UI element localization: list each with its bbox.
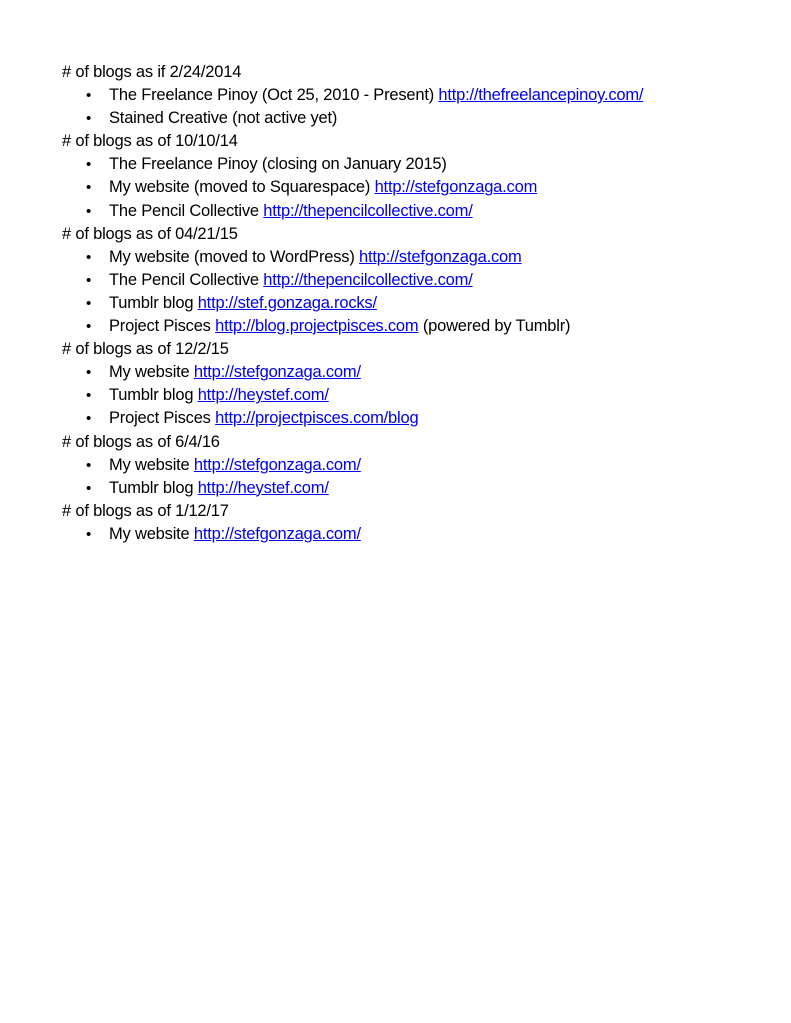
bullet-icon: • [86, 479, 92, 497]
blog-link[interactable]: http://stefgonzaga.com/ [193, 524, 361, 543]
blog-list [62, 523, 762, 546]
blog-link[interactable]: http://thepencilcollective.com/ [263, 201, 473, 220]
item-label: The Freelance Pinoy (closing on January 2015) [109, 155, 447, 174]
list-item [62, 292, 762, 315]
bullet-icon: • [86, 156, 92, 174]
item-suffix: (powered by Tumblr) [418, 317, 571, 336]
bullet-icon: • [86, 318, 92, 336]
section-heading: # of blogs as of 1/12/17 [62, 501, 229, 520]
list-item [62, 107, 762, 130]
item-label: My website (moved to Squarespace) [109, 178, 375, 197]
section-heading: # of blogs as of 04/21/15 [62, 224, 238, 243]
bullet-icon: • [86, 87, 92, 105]
list-item [62, 407, 762, 430]
bullet-icon: • [86, 525, 92, 543]
blog-link[interactable]: http://stefgonzaga.com/ [193, 363, 361, 382]
item-label: Project Pisces [109, 409, 216, 428]
blog-link[interactable]: http://heystef.com/ [197, 386, 329, 405]
bullet-icon: • [86, 179, 92, 197]
section-heading: # of blogs as of 10/10/14 [62, 132, 238, 151]
blog-link[interactable]: http://blog.projectpisces.com [215, 317, 419, 336]
item-label: Project Pisces [109, 317, 216, 336]
item-label: Stained Creative (not active yet) [109, 109, 338, 128]
bullet-icon: • [86, 248, 92, 266]
list-item [62, 477, 762, 500]
bullet-icon: • [86, 110, 92, 128]
list-item [62, 315, 762, 338]
item-label: The Freelance Pinoy (Oct 25, 2010 - Present) [109, 86, 439, 105]
bullet-icon: • [86, 271, 92, 289]
blog-link[interactable]: http://stef.gonzaga.rocks/ [197, 293, 377, 312]
section-heading: # of blogs as if 2/24/2014 [62, 63, 242, 81]
list-item [62, 384, 762, 407]
section-heading: # of blogs as of 6/4/16 [62, 432, 220, 451]
blog-list [62, 361, 762, 430]
section-heading: # of blogs as of 12/2/15 [62, 340, 229, 359]
item-label: My website [109, 455, 194, 474]
item-label: Tumblr blog [109, 293, 198, 312]
blog-list [62, 454, 762, 500]
document-body [62, 61, 762, 546]
list-item [62, 269, 762, 292]
blog-link[interactable]: http://projectpisces.com/blog [215, 409, 419, 428]
blog-list [62, 84, 762, 130]
item-label: Tumblr blog [109, 478, 198, 497]
blog-link[interactable]: http://thefreelancepinoy.com/ [438, 86, 644, 105]
blog-list [62, 153, 762, 222]
list-item [62, 200, 762, 223]
blog-link[interactable]: http://stefgonzaga.com/ [193, 455, 361, 474]
list-item [62, 153, 762, 176]
item-label: My website (moved to WordPress) [109, 247, 360, 266]
item-label: The Pencil Collective [109, 270, 264, 289]
bullet-icon: • [86, 364, 92, 382]
bullet-icon: • [86, 294, 92, 312]
list-item [62, 176, 762, 199]
list-item [62, 84, 762, 107]
bullet-icon: • [86, 202, 92, 220]
list-item [62, 246, 762, 269]
list-item [62, 361, 762, 384]
blog-link[interactable]: http://stefgonzaga.com [359, 247, 522, 266]
blog-link[interactable]: http://stefgonzaga.com [374, 178, 538, 197]
item-label: Tumblr blog [109, 386, 198, 405]
item-label: The Pencil Collective [109, 201, 264, 220]
item-label: My website [109, 524, 194, 543]
blog-link[interactable]: http://thepencilcollective.com/ [263, 270, 473, 289]
bullet-icon: • [86, 387, 92, 405]
bullet-icon: • [86, 456, 92, 474]
blog-link[interactable]: http://heystef.com/ [197, 478, 329, 497]
list-item [62, 523, 762, 546]
blog-list [62, 246, 762, 338]
item-label: My website [109, 363, 194, 382]
bullet-icon: • [86, 410, 92, 428]
list-item [62, 454, 762, 477]
